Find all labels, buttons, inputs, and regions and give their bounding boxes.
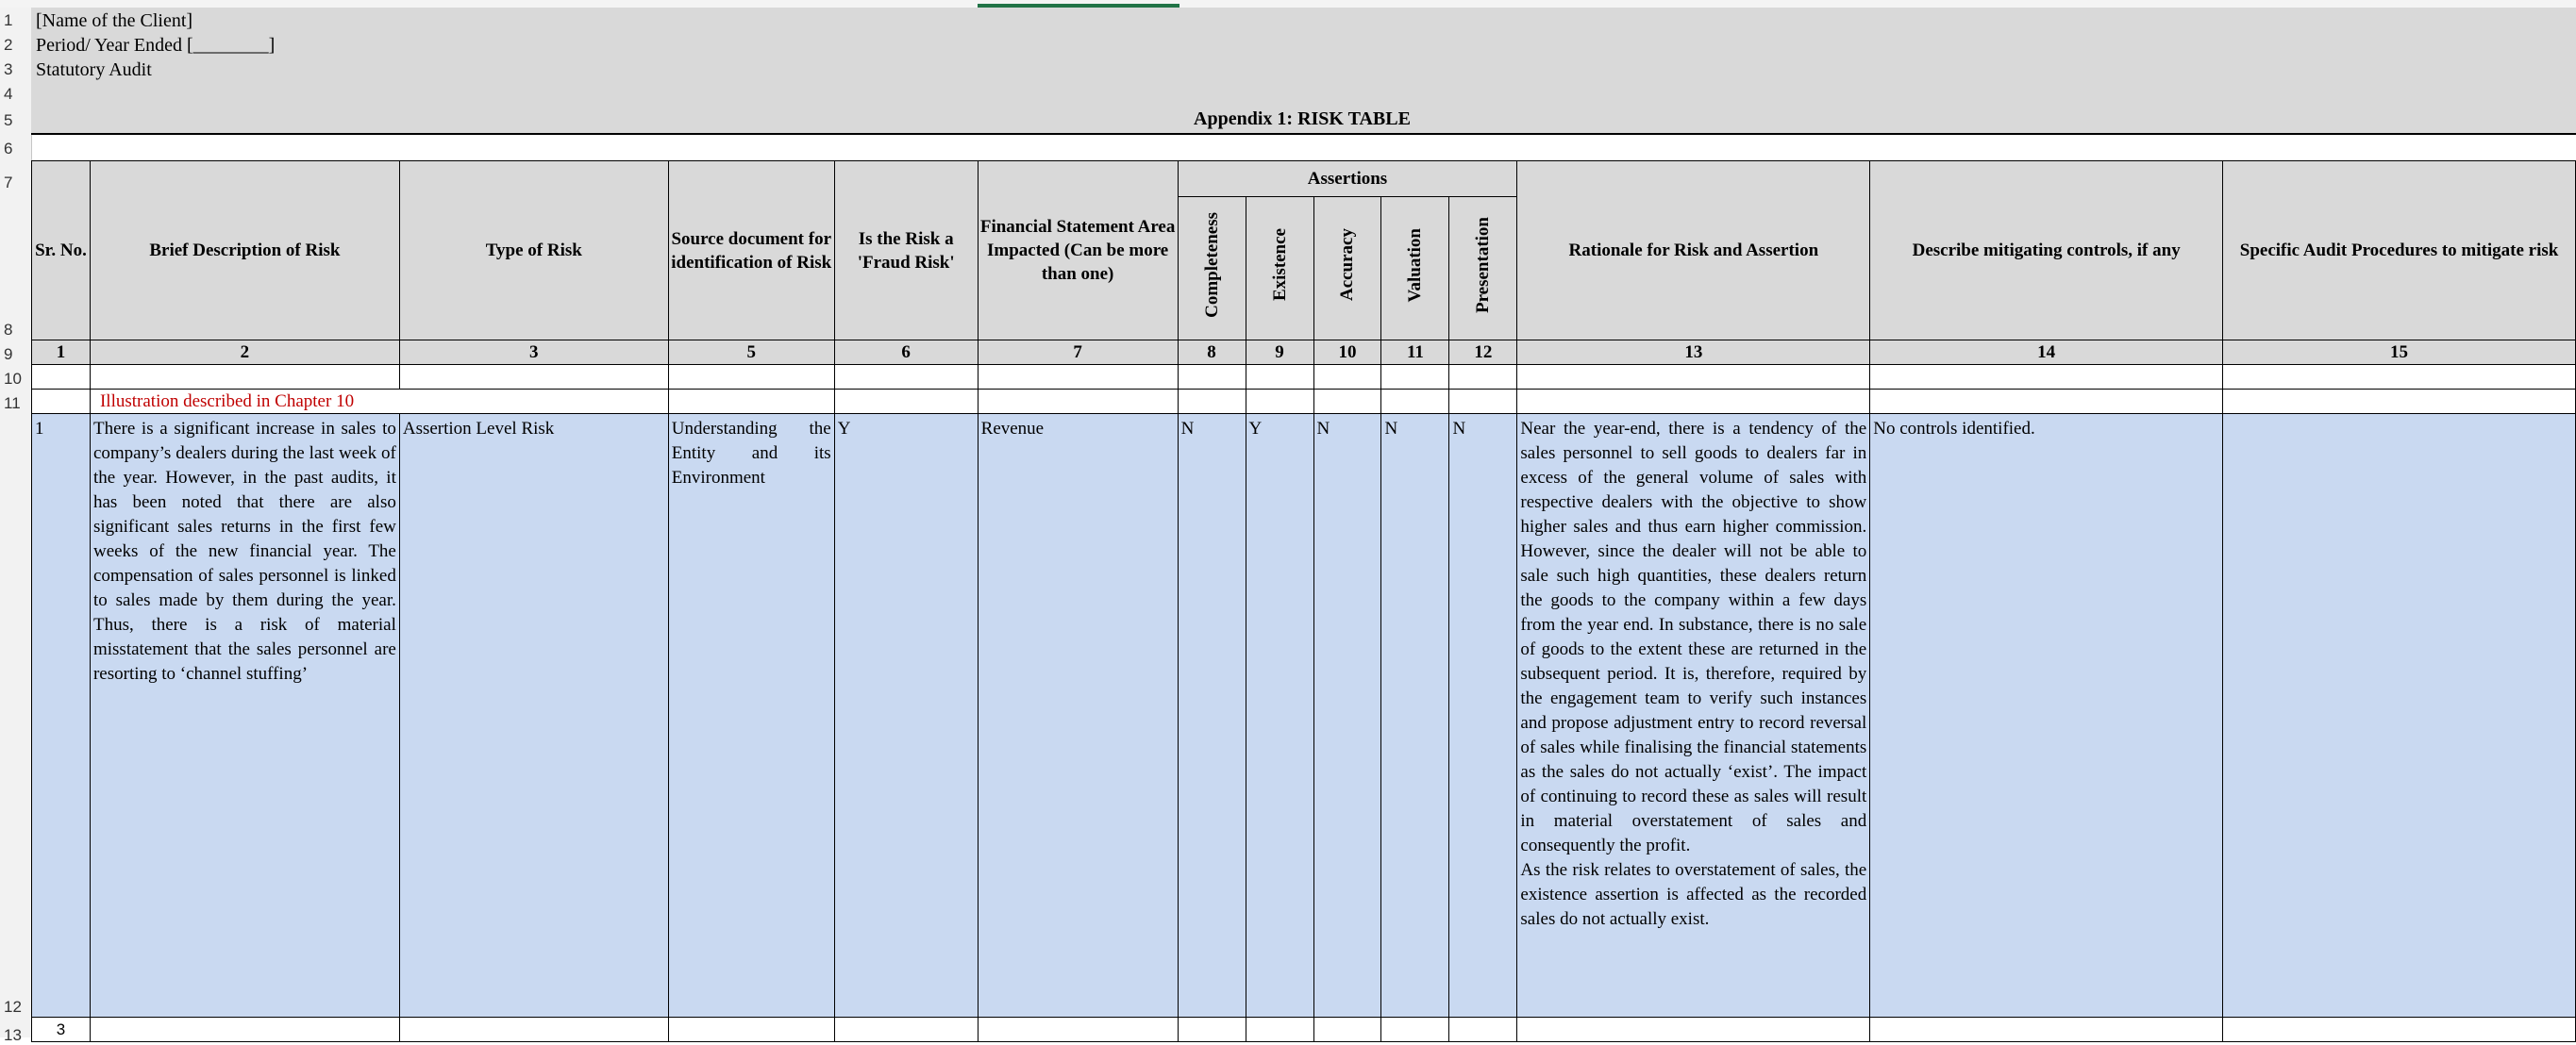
empty-cell[interactable] bbox=[834, 365, 978, 390]
header-fs-area[interactable]: Financial Statement Area Impacted (Can be more than one) bbox=[978, 161, 1178, 340]
column-number[interactable]: 7 bbox=[978, 340, 1178, 365]
assertion-label: Presentation bbox=[1473, 216, 1494, 314]
row-number[interactable]: 1 bbox=[4, 11, 13, 29]
empty-cell[interactable] bbox=[1870, 1018, 2223, 1042]
header-assertion-existence[interactable] bbox=[1246, 197, 1313, 340]
column-number[interactable]: 14 bbox=[1870, 340, 2223, 365]
header-assertion-completeness[interactable] bbox=[1178, 197, 1246, 340]
empty-cell[interactable] bbox=[1449, 1018, 1517, 1042]
header-assertion-accuracy[interactable] bbox=[1313, 197, 1381, 340]
risk-mitigating-controls[interactable]: No controls identified. bbox=[1870, 414, 2223, 1018]
column-number[interactable]: 15 bbox=[2223, 340, 2576, 365]
empty-cell[interactable] bbox=[1246, 390, 1313, 414]
column-number[interactable]: 9 bbox=[1246, 340, 1313, 365]
header-fraud-risk[interactable]: Is the Risk a 'Fraud Risk' bbox=[834, 161, 978, 340]
assertion-label: Completeness bbox=[1201, 212, 1222, 318]
rationale-main-text: Near the year-end, there is a tendency of the sales personnel to sell goods to dealers far in excess of the general volume of sales with respective dealers with the objective to show higher sales and thus earn higher commission. However, since the dealer will not be able to sale such high quantities, these dealers return the goods to the company within a few days from the year end. In substance, there is no sale of goods to the extent these are returned in the subsequent period. It is, therefore, required by the engagement team to verify such instances and propose adjustment entry to record reversal of sales while finalising the financial statements as the sales do not actually ‘exist’. The impact of continuing to record these as sales will result in material overstatement of sales and consequently the profit. bbox=[1520, 419, 1867, 855]
row-number[interactable]: 13 bbox=[4, 1026, 22, 1044]
column-number[interactable]: 13 bbox=[1517, 340, 1870, 365]
empty-cell[interactable] bbox=[2223, 1018, 2576, 1042]
client-name-cell[interactable]: [Name of the Client] bbox=[36, 10, 193, 31]
row-number[interactable]: 6 bbox=[4, 140, 13, 158]
next-row-sr-no[interactable]: 3 bbox=[32, 1018, 91, 1042]
empty-cell[interactable] bbox=[1517, 365, 1870, 390]
empty-cell[interactable] bbox=[668, 1018, 834, 1042]
row-number[interactable]: 3 bbox=[4, 60, 13, 78]
header-source-document[interactable]: Source document for identification of Risk bbox=[668, 161, 834, 340]
empty-cell[interactable] bbox=[2223, 365, 2576, 390]
row-number[interactable]: 10 bbox=[4, 370, 22, 388]
header-rationale[interactable]: Rationale for Risk and Assertion bbox=[1517, 161, 1870, 340]
column-number[interactable]: 12 bbox=[1449, 340, 1517, 365]
risk-sr-no[interactable]: 1 bbox=[32, 414, 91, 1018]
empty-cell[interactable] bbox=[1313, 390, 1381, 414]
risk-audit-procedures[interactable] bbox=[2223, 414, 2576, 1018]
column-number[interactable]: 1 bbox=[32, 340, 91, 365]
empty-cell[interactable] bbox=[90, 1018, 399, 1042]
empty-cell[interactable] bbox=[1517, 1018, 1870, 1042]
assertion-completeness-value[interactable]: N bbox=[1178, 414, 1246, 1018]
empty-cell[interactable] bbox=[668, 390, 834, 414]
row-number[interactable]: 9 bbox=[4, 345, 13, 363]
row-number[interactable]: 11 bbox=[4, 394, 21, 412]
empty-cell[interactable] bbox=[1517, 390, 1870, 414]
assertion-presentation-value[interactable]: N bbox=[1449, 414, 1517, 1018]
empty-cell[interactable] bbox=[1870, 365, 2223, 390]
assertion-label: Existence bbox=[1269, 228, 1290, 302]
header-sr-no[interactable]: Sr. No. bbox=[32, 161, 91, 340]
column-number[interactable]: 8 bbox=[1178, 340, 1246, 365]
empty-cell[interactable] bbox=[1870, 390, 2223, 414]
empty-cell[interactable] bbox=[1381, 365, 1449, 390]
empty-cell[interactable] bbox=[90, 365, 399, 390]
empty-cell[interactable] bbox=[834, 390, 978, 414]
empty-cell[interactable] bbox=[399, 1018, 668, 1042]
empty-cell[interactable] bbox=[668, 365, 834, 390]
row-number[interactable]: 8 bbox=[4, 321, 13, 339]
empty-cell[interactable] bbox=[1246, 365, 1313, 390]
header-assertion-presentation[interactable] bbox=[1449, 197, 1517, 340]
empty-cell[interactable] bbox=[834, 1018, 978, 1042]
column-number[interactable]: 6 bbox=[834, 340, 978, 365]
header-assertion-valuation[interactable] bbox=[1381, 197, 1449, 340]
empty-cell[interactable] bbox=[1313, 365, 1381, 390]
risk-fs-area[interactable]: Revenue bbox=[978, 414, 1178, 1018]
empty-cell[interactable] bbox=[1178, 1018, 1246, 1042]
assertion-label: Valuation bbox=[1405, 227, 1426, 303]
header-mitigating-controls[interactable]: Describe mitigating controls, if any bbox=[1870, 161, 2223, 340]
assertion-existence-value[interactable]: Y bbox=[1246, 414, 1313, 1018]
risk-fraud-flag[interactable]: Y bbox=[834, 414, 978, 1018]
empty-cell[interactable] bbox=[978, 1018, 1178, 1042]
risk-table bbox=[31, 160, 2576, 1042]
risk-table-title[interactable]: Appendix 1: RISK TABLE bbox=[1194, 108, 1411, 129]
empty-cell[interactable] bbox=[1381, 390, 1449, 414]
column-number[interactable]: 11 bbox=[1381, 340, 1449, 365]
empty-cell[interactable] bbox=[1178, 365, 1246, 390]
row-number[interactable]: 7 bbox=[4, 174, 13, 191]
rationale-assertion-text: As the risk relates to overstatement of sales, the existence assertion is affected as the recorded sales do not actually exist. bbox=[1520, 860, 1867, 929]
empty-cell[interactable] bbox=[1246, 1018, 1313, 1042]
empty-cell[interactable] bbox=[978, 365, 1178, 390]
assertion-valuation-value[interactable]: N bbox=[1381, 414, 1449, 1018]
column-number[interactable]: 10 bbox=[1313, 340, 1381, 365]
risk-type[interactable]: Assertion Level Risk bbox=[399, 414, 668, 1018]
column-number[interactable]: 5 bbox=[668, 340, 834, 365]
empty-cell[interactable] bbox=[1313, 1018, 1381, 1042]
empty-cell[interactable] bbox=[1381, 1018, 1449, 1042]
row-header-column[interactable] bbox=[0, 8, 32, 1044]
empty-cell[interactable] bbox=[1449, 390, 1517, 414]
assertion-label: Accuracy bbox=[1337, 228, 1358, 302]
empty-cell[interactable] bbox=[32, 390, 91, 414]
empty-cell[interactable] bbox=[32, 365, 91, 390]
header-brief-description[interactable]: Brief Description of Risk bbox=[90, 161, 399, 340]
header-type-of-risk[interactable]: Type of Risk bbox=[399, 161, 668, 340]
header-audit-procedures[interactable]: Specific Audit Procedures to mitigate risk bbox=[2223, 161, 2576, 340]
row-number[interactable]: 12 bbox=[4, 998, 22, 1016]
header-assertions-group[interactable]: Assertions bbox=[1178, 161, 1517, 197]
period-cell[interactable]: Period/ Year Ended [________] bbox=[36, 35, 276, 56]
row-number[interactable]: 2 bbox=[4, 36, 13, 54]
row-number[interactable]: 4 bbox=[4, 85, 13, 103]
column-number[interactable]: 2 bbox=[90, 340, 399, 365]
audit-type-cell[interactable]: Statutory Audit bbox=[36, 59, 152, 80]
illustration-label[interactable]: Illustration described in Chapter 10 bbox=[90, 390, 668, 414]
risk-description[interactable]: There is a significant increase in sales to company’s dealers during the last week of the year. However, in the past audits, it has been noted that there are also significant sales returns in the first few weeks of the new financial year. The compensation of sales personnel is linked to sales made by them during the year. Thus, there is a risk of material misstatement that the sales personnel are resorting to ‘channel stuffing’ bbox=[90, 414, 399, 1018]
empty-cell[interactable] bbox=[1449, 365, 1517, 390]
empty-cell[interactable] bbox=[2223, 390, 2576, 414]
empty-cell[interactable] bbox=[399, 365, 668, 390]
risk-source-document[interactable]: Understanding the Entity and its Environment bbox=[668, 414, 834, 1018]
assertion-accuracy-value[interactable]: N bbox=[1313, 414, 1381, 1018]
column-number[interactable]: 3 bbox=[399, 340, 668, 365]
empty-cell[interactable] bbox=[978, 390, 1178, 414]
empty-cell[interactable] bbox=[1178, 390, 1246, 414]
row-number[interactable]: 5 bbox=[4, 111, 13, 129]
risk-rationale[interactable] bbox=[1517, 414, 1870, 1018]
